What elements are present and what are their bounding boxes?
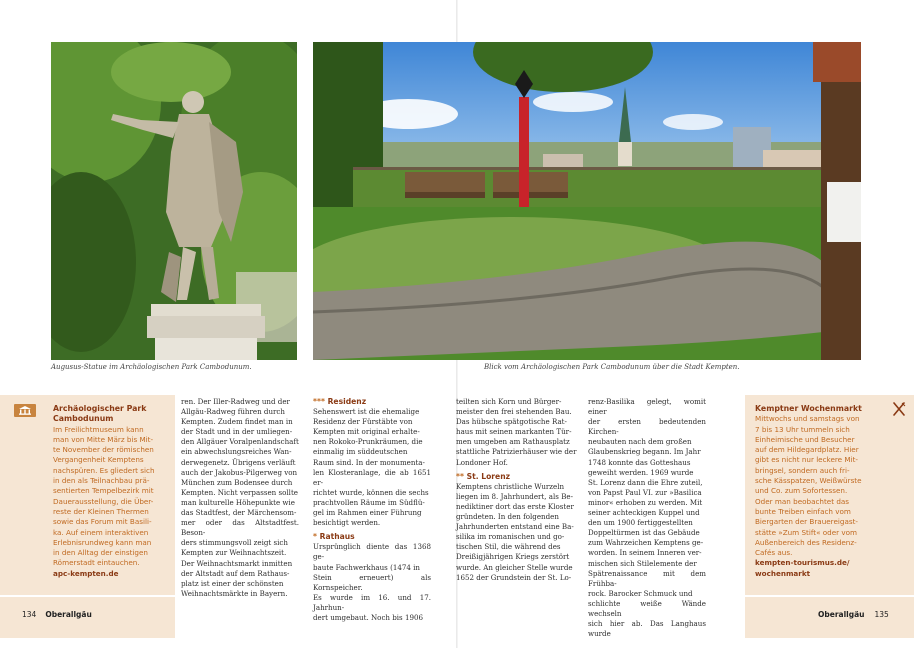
text-line: gel im Rahmen einer Führung <box>313 508 422 518</box>
text-line: 7 bis 13 Uhr tummeln sich <box>755 424 850 434</box>
page-number: 135 <box>874 610 889 619</box>
text-line: von Papst Paul VI. zur »Basilica <box>588 487 702 497</box>
text-line: Spätrenaissance mit dem Frühba- <box>588 568 706 588</box>
text-line: stätte »Zum Stift« oder vom <box>755 527 858 537</box>
text-line: einmalig im süddeutschen <box>313 447 408 457</box>
text-line: Es wurde im 16. und 17. Jahrhun- <box>313 592 431 612</box>
text-line: Jahrhunderten entstand eine Ba- <box>456 522 574 532</box>
info-box-title-line: Archäologischer Park <box>53 404 147 413</box>
text-line: Raum sind. In der monumenta- <box>313 457 425 467</box>
info-box-text <box>53 425 166 569</box>
text-line: Im Freilichtmuseum kann <box>53 424 144 434</box>
text-line: nachspüren. Es gliedert sich <box>53 465 155 475</box>
text-line: man von Mitte März bis Mit- <box>53 434 154 444</box>
text-line: bunte Treiben einfach vom <box>755 506 851 516</box>
text-line: haus mit seinen markanten Tür- <box>456 427 572 437</box>
text-line: der Altstadt auf dem Rathaus- <box>181 568 290 578</box>
statue-illustration <box>51 42 297 360</box>
text-line: besichtigt werden. <box>313 518 381 528</box>
text-line: gibt es nicht nur leckere Mit- <box>755 455 859 465</box>
page-number: 134 <box>22 610 37 619</box>
text-line: ein abwechslungsreiches Wan- <box>181 447 292 457</box>
text-line: tischen Stil, die während des <box>456 542 561 552</box>
text-line: Kempten. Zudem findet man in <box>181 417 293 427</box>
text-line: derwegenetz. Übrigens verläuft <box>181 457 296 467</box>
text-line: 1652 der Grundstein der St. Lo- <box>456 572 572 582</box>
section-heading-residenz <box>313 397 431 407</box>
text-line: St. Lorenz dann die Ehre zuteil, <box>588 477 703 487</box>
text-line: auch der Jakobus-Pilgerweg von <box>181 467 298 477</box>
text-column-2 <box>313 397 431 623</box>
section-label: Oberallgäu <box>818 610 865 619</box>
text-line: Der Weihnachtsmarkt inmitten <box>181 558 293 568</box>
section-heading-rathaus <box>313 532 431 542</box>
section-label: Oberallgäu <box>45 610 92 619</box>
folio-left <box>22 610 92 619</box>
text-line: auf dem Hildegardplatz. Hier <box>755 445 859 455</box>
text-line: mischen sich Stilelemente der <box>588 558 697 568</box>
info-box-title: Kemptner Wochenmarkt <box>755 404 862 413</box>
website-link[interactable] <box>755 558 883 579</box>
text-line: Dreißigjährigen Kriegs zerstört <box>456 552 570 562</box>
folio-right <box>818 610 889 619</box>
text-line: len Klosteranlage, die ab 1651 er- <box>313 467 431 487</box>
text-line: Einheimische und Besucher <box>755 434 855 444</box>
text-line: und Co. zum Sofortessen. <box>755 486 848 496</box>
text-line: Residenz der Fürstäbte von <box>313 417 413 427</box>
text-line: Cafés aus. <box>755 548 793 558</box>
text-line: ders stimmungsvoll zeigt sich <box>181 538 288 548</box>
text-line: mer oder das Altstadtfest. Beson- <box>181 518 299 538</box>
info-box-title-line: Cambodunum <box>53 414 114 424</box>
text-line: worden. In seinem Inneren ver- <box>588 548 702 558</box>
text-line: man kulturelle Höhepunkte wie <box>181 497 295 507</box>
text-line: nen Rokoko-Prunkräumen, die <box>313 437 423 447</box>
text-line: minor« erhoben zu werden. Mit <box>588 497 703 507</box>
text-line: Londoner Hof. <box>456 457 508 467</box>
text-line: Oder man beobachtet das <box>755 496 850 506</box>
text-line: Kemptens christliche Wurzeln <box>456 481 565 491</box>
text-line: Glaubenskrieg begann. Im Jahr <box>588 447 701 457</box>
rating-stars: * <box>313 532 317 542</box>
text-line: wurde. An gleicher Stelle wurde <box>456 562 573 572</box>
section-heading-text: Rathaus <box>319 532 355 542</box>
info-box-body <box>755 404 883 579</box>
text-line: Vergangenheit Kemptens <box>53 455 144 465</box>
text-line: in den als Teilnachbau prä- <box>53 476 150 486</box>
text-line: Stein erneuert) als Kornspeicher. <box>313 572 431 592</box>
text-column-1 <box>181 397 299 599</box>
text-line: ren. Der Iller-Radweg und der <box>181 397 290 406</box>
text-line: te November der römischen <box>53 445 154 455</box>
text-line: richtet wurde, können die sechs <box>313 487 429 497</box>
caption-right: Blick vom Archäologischen Park Cambodunum über die Stadt Kempten. <box>484 363 740 371</box>
text-line: stattliche Patrizierhäuser wie der <box>456 447 577 457</box>
info-box-archaeological-park <box>0 395 175 595</box>
text-line: Mittwochs und samstags von <box>755 414 860 424</box>
text-line: Römerstadt eintauchen. <box>53 558 140 568</box>
info-box-body <box>53 404 166 579</box>
text-line: Biergarten der Brauereigast- <box>755 517 859 527</box>
info-box-title <box>53 404 166 425</box>
section-heading-text: Residenz <box>327 397 367 406</box>
text-line: Sehenswert ist die ehemalige <box>313 407 420 417</box>
text-line: sentierten Tempelbezirk mit <box>53 486 154 496</box>
augustus-statue-photo <box>51 42 297 360</box>
park-landscape-illustration <box>313 42 861 360</box>
text-line: seiner achteckigen Kuppel und <box>588 508 700 518</box>
text-line: in den Alltag der einstigen <box>53 548 148 558</box>
text-line: Außenbereich des Residenz- <box>755 537 857 547</box>
info-box-weekly-market <box>745 395 914 595</box>
caption-left: Augusus-Statue im Archäologischen Park Cambodunum. <box>51 363 252 371</box>
text-line: ka. Auf einem interaktiven <box>53 527 149 537</box>
fork-knife-icon <box>892 402 906 416</box>
text-line: gründeten. In den folgenden <box>456 512 559 522</box>
text-line: Kempten zur Weihnachtszeit. <box>181 548 287 558</box>
text-line: Doppeltürmen ist das Gebäude <box>588 528 700 538</box>
link-line[interactable]: wochenmarkt <box>755 568 811 578</box>
text-line: reste der Kleinen Thermen <box>53 506 149 516</box>
rating-stars: ** <box>456 471 464 481</box>
text-line: silika im romanischen und go- <box>456 532 565 542</box>
text-line: der ersten bedeutenden Kirchen- <box>588 417 706 437</box>
text-line: den um 1900 fertiggestellten <box>588 518 693 528</box>
text-column-4 <box>588 397 706 639</box>
text-line: Dauerausstellung, die Über- <box>53 496 154 506</box>
text-line: renz-Basilika gelegt, womit einer <box>588 397 706 417</box>
text-line: das Stadtfest, der Märchensom- <box>181 508 297 518</box>
text-column-3 <box>456 397 585 583</box>
text-line: Kempten mit original erhalte- <box>313 427 420 437</box>
text-line: der Stadt und in der umliegen- <box>181 427 293 437</box>
text-line: teilten sich Korn und Bürger- <box>456 397 562 406</box>
info-box-text <box>755 414 883 558</box>
museum-icon <box>14 404 36 417</box>
text-line: Erlebnisrundweg kann man <box>53 537 152 547</box>
text-line: men umgeben am Rathausplatz <box>456 437 570 447</box>
text-line: liegen im 8. Jahrhundert, als Be- <box>456 491 574 501</box>
rating-stars: *** <box>313 397 325 406</box>
text-line: Das hübsche spätgotische Rat- <box>456 417 567 427</box>
text-line: neubauten nach dem großen <box>588 437 692 447</box>
text-line: baute Fachwerkhaus (1474 in <box>313 562 420 572</box>
text-line: den Allgäuer Voralpenlandschaft <box>181 437 299 447</box>
section-heading-text: St. Lorenz <box>466 471 511 481</box>
text-line: sich hier ab. Das Langhaus wurde <box>588 619 706 639</box>
text-line: nediktiner dort das erste Kloster <box>456 501 574 511</box>
text-line: zum Wahrzeichen Kemptens ge- <box>588 538 704 548</box>
text-line: platz ist einer der schönsten <box>181 578 284 588</box>
text-line: schlichte weiße Wände wechseln <box>588 598 706 618</box>
text-line: meister den frei stehenden Bau. <box>456 407 572 417</box>
text-line: sche Kässpatzen, Weißwürste <box>755 476 862 486</box>
text-line: Kempten. Nicht verpassen sollte <box>181 487 298 497</box>
text-line: rock. Barocker Schmuck und <box>588 588 693 598</box>
text-line: sowie das Forum mit Basili- <box>53 517 152 527</box>
text-line: München zum Bodensee durch <box>181 477 293 487</box>
text-line: Ursprünglich diente das 1368 ge- <box>313 542 431 562</box>
link-line[interactable]: kempten-tourismus.de/ <box>755 558 850 568</box>
text-line: prachtvollen Räume im Südflü- <box>313 497 425 507</box>
website-link[interactable]: apc-kempten.de <box>53 568 119 578</box>
text-line: 1748 konnte das Gotteshaus <box>588 457 691 467</box>
park-view-photo <box>313 42 861 360</box>
text-line: bringsel, sondern auch fri- <box>755 465 850 475</box>
text-line: geweiht werden. 1969 wurde <box>588 467 694 477</box>
text-line: Allgäu-Radweg führen durch <box>181 407 285 417</box>
text-line: Weihnachtsmärkte in Bayern. <box>181 588 288 598</box>
section-heading-st-lorenz <box>456 472 585 482</box>
text-line: dert umgebaut. Noch bis 1906 <box>313 612 424 622</box>
